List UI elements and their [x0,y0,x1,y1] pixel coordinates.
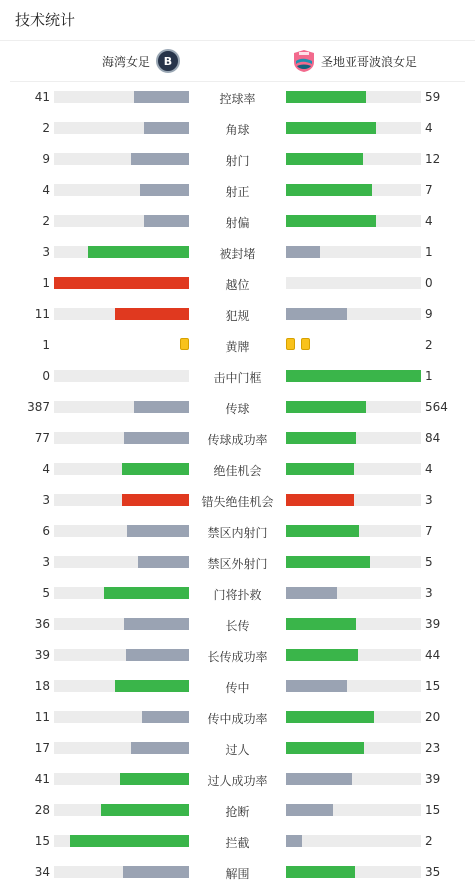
stat-label: 过人成功率 [207,774,268,788]
stat-row [0,237,475,268]
home-bar-fill [134,91,189,103]
stat-row [0,330,475,361]
away-bar-track [286,277,421,289]
home-bar-track [54,432,189,444]
home-bar-track [54,618,189,630]
stat-label: 传中成功率 [207,712,268,726]
home-bar-track [54,401,189,413]
stat-label: 犯规 [225,309,250,323]
home-bar-fill [115,680,189,692]
home-value: 34 [34,865,50,879]
home-bar-track [54,463,189,475]
away-bar-fill [286,742,364,754]
stat-label: 传中 [225,681,250,695]
home-value: 41 [34,772,50,786]
away-bar-track [286,91,421,103]
stat-label: 越位 [225,278,250,292]
away-bar-track [286,153,421,165]
stat-row [0,82,475,113]
stat-label: 射偏 [225,216,250,230]
away-bar-track [286,680,421,692]
stat-row [0,485,475,516]
away-bar-fill [286,246,320,258]
away-bar-track [286,432,421,444]
home-value: 9 [42,152,50,166]
away-bar-fill [286,556,370,568]
home-bar-track [54,649,189,661]
stat-row [0,857,475,888]
away-bar-fill [286,494,354,506]
stat-label: 控球率 [219,92,256,106]
stat-label: 传球 [225,402,250,416]
away-bar-track [286,494,421,506]
home-bar-fill [101,804,189,816]
stat-row [0,268,475,299]
away-bar-fill [286,835,302,847]
home-bar-fill [142,711,189,723]
away-value: 4 [425,214,433,228]
stat-row [0,702,475,733]
home-value: 1 [42,276,50,290]
away-bar-track [286,711,421,723]
stat-label: 绝佳机会 [213,464,262,478]
home-bar-fill [134,401,189,413]
away-value: 15 [425,803,441,817]
stat-label: 击中门框 [213,371,262,385]
away-bar-fill [286,184,372,196]
yellow-card-icon [301,338,310,350]
home-bar-track [54,835,189,847]
stat-label: 抢断 [225,805,250,819]
yellow-card-icon [180,338,189,350]
away-bar-fill [286,618,356,630]
stat-row [0,671,475,702]
away-value: 44 [425,648,441,662]
away-value: 3 [425,493,433,507]
stat-label: 禁区内射门 [207,526,268,540]
stat-row [0,578,475,609]
home-value: 3 [42,493,50,507]
home-bar-track [54,680,189,692]
stat-row [0,299,475,330]
home-value: 6 [42,524,50,538]
home-bar-track [54,711,189,723]
stat-label: 射门 [225,154,250,168]
home-bar-fill [127,525,189,537]
home-bar-fill [144,215,189,227]
away-bar-fill [286,711,374,723]
away-bar-track [286,525,421,537]
away-value: 12 [425,152,441,166]
away-value: 35 [425,865,441,879]
home-value: 77 [34,431,50,445]
away-team-logo-icon [293,49,315,73]
home-bar-fill [140,184,189,196]
home-bar-fill [104,587,189,599]
stat-label: 解围 [225,867,250,881]
home-value: 15 [34,834,50,848]
home-bar-track [54,804,189,816]
away-bar-track [286,215,421,227]
home-value: 2 [42,214,50,228]
away-bar-track [286,773,421,785]
home-bar-track [54,556,189,568]
away-value: 564 [425,400,448,414]
away-value: 23 [425,741,441,755]
stat-row [0,764,475,795]
home-bar-fill [120,773,189,785]
away-value: 7 [425,183,433,197]
home-bar-track [54,91,189,103]
away-bar-fill [286,432,356,444]
home-team-logo-icon: B [156,49,180,73]
home-bar-track [54,122,189,134]
home-bar-track [54,215,189,227]
home-value: 387 [27,400,50,414]
away-bar-fill [286,153,363,165]
stat-label: 角球 [225,123,250,137]
home-bar-fill [54,277,189,289]
home-bar-track [54,587,189,599]
home-value: 28 [34,803,50,817]
away-bar-fill [286,401,366,413]
away-bar-fill [286,308,347,320]
away-bar-fill [286,525,359,537]
home-bar-track [54,742,189,754]
home-value: 2 [42,121,50,135]
stat-row [0,361,475,392]
away-value: 9 [425,307,433,321]
stat-row [0,795,475,826]
home-bar-track [54,246,189,258]
home-value: 1 [42,338,50,352]
home-bar-track [54,153,189,165]
away-value: 5 [425,555,433,569]
stat-row [0,206,475,237]
stat-row [0,175,475,206]
home-value: 11 [34,307,50,321]
stat-label: 被封堵 [219,247,256,261]
team-header [10,41,465,82]
home-bar-fill [131,742,189,754]
home-value: 3 [42,555,50,569]
stat-row [0,640,475,671]
home-bar-fill [122,463,190,475]
stat-row [0,609,475,640]
away-value: 39 [425,617,441,631]
stat-row [0,113,475,144]
stat-row [0,733,475,764]
away-bar-fill [286,804,333,816]
away-bar-fill [286,587,337,599]
away-bar-track [286,587,421,599]
home-value: 17 [34,741,50,755]
home-value: 4 [42,183,50,197]
home-team[interactable] [102,49,180,73]
away-value: 7 [425,524,433,538]
page-title: 技术统计 [0,0,475,41]
away-bar-track [286,308,421,320]
away-bar-fill [286,122,376,134]
stat-row [0,144,475,175]
stat-row [0,454,475,485]
home-bar-fill [138,556,189,568]
stats-list [0,82,475,888]
home-bar-fill [70,835,189,847]
home-bar-fill [126,649,189,661]
away-bar-track [286,649,421,661]
stat-row [0,423,475,454]
home-value: 0 [42,369,50,383]
away-value: 15 [425,679,441,693]
home-bar-track [54,494,189,506]
away-bar-fill [286,91,366,103]
away-bar-track [286,401,421,413]
home-bar-track [54,773,189,785]
away-value: 0 [425,276,433,290]
away-bar-track [286,370,421,382]
away-bar-track [286,866,421,878]
away-value: 2 [425,338,433,352]
home-value: 39 [34,648,50,662]
stat-label: 门将扑救 [213,588,262,602]
away-bar-track [286,742,421,754]
stat-label: 拦截 [225,836,250,850]
away-bar-track [286,556,421,568]
away-value: 20 [425,710,441,724]
stat-label: 黄牌 [225,340,250,354]
away-value: 4 [425,121,433,135]
away-bar-fill [286,773,352,785]
home-bar-track [54,525,189,537]
away-value: 1 [425,245,433,259]
away-bar-fill [286,463,354,475]
away-bar-fill [286,680,347,692]
away-value: 2 [425,834,433,848]
home-bar-track [54,308,189,320]
home-bar-track [54,866,189,878]
home-bar-fill [88,246,189,258]
away-value: 39 [425,772,441,786]
away-team[interactable] [293,49,417,73]
home-bar-fill [123,866,189,878]
home-value: 5 [42,586,50,600]
away-bar-fill [286,370,421,382]
away-value: 4 [425,462,433,476]
away-bar-track [286,184,421,196]
home-value: 36 [34,617,50,631]
yellow-card-icon [286,338,295,350]
away-value: 59 [425,90,441,104]
home-value: 4 [42,462,50,476]
away-value: 1 [425,369,433,383]
away-bar-track [286,835,421,847]
stat-label: 禁区外射门 [207,557,268,571]
stat-label: 长传成功率 [207,650,268,664]
home-bar-track [54,277,189,289]
away-bar-track [286,122,421,134]
stat-label: 长传 [225,619,250,633]
away-bar-fill [286,649,358,661]
away-bar-fill [286,866,355,878]
stat-row [0,392,475,423]
stat-row [0,547,475,578]
away-bar-track [286,618,421,630]
away-team-name: 圣地亚哥波浪女足 [321,54,418,69]
home-bar-track [54,184,189,196]
stat-row [0,826,475,857]
stat-label: 传球成功率 [207,433,268,447]
away-value: 84 [425,431,441,445]
home-value: 11 [34,710,50,724]
away-bar-track [286,246,421,258]
home-bar-fill [131,153,189,165]
stat-label: 错失绝佳机会 [201,495,274,509]
away-value: 3 [425,586,433,600]
home-value: 3 [42,245,50,259]
home-bar-fill [144,122,189,134]
away-bar-fill [286,215,376,227]
home-team-name: 海湾女足 [101,54,150,69]
home-bar-fill [115,308,189,320]
away-bar-track [286,804,421,816]
stat-label: 射正 [225,185,250,199]
stat-row [0,516,475,547]
away-bar-track [286,463,421,475]
home-bar-fill [124,432,189,444]
home-bar-fill [122,494,190,506]
home-value: 41 [34,90,50,104]
home-value: 18 [34,679,50,693]
stat-label: 过人 [225,743,250,757]
home-bar-track [54,370,189,382]
home-bar-fill [124,618,189,630]
